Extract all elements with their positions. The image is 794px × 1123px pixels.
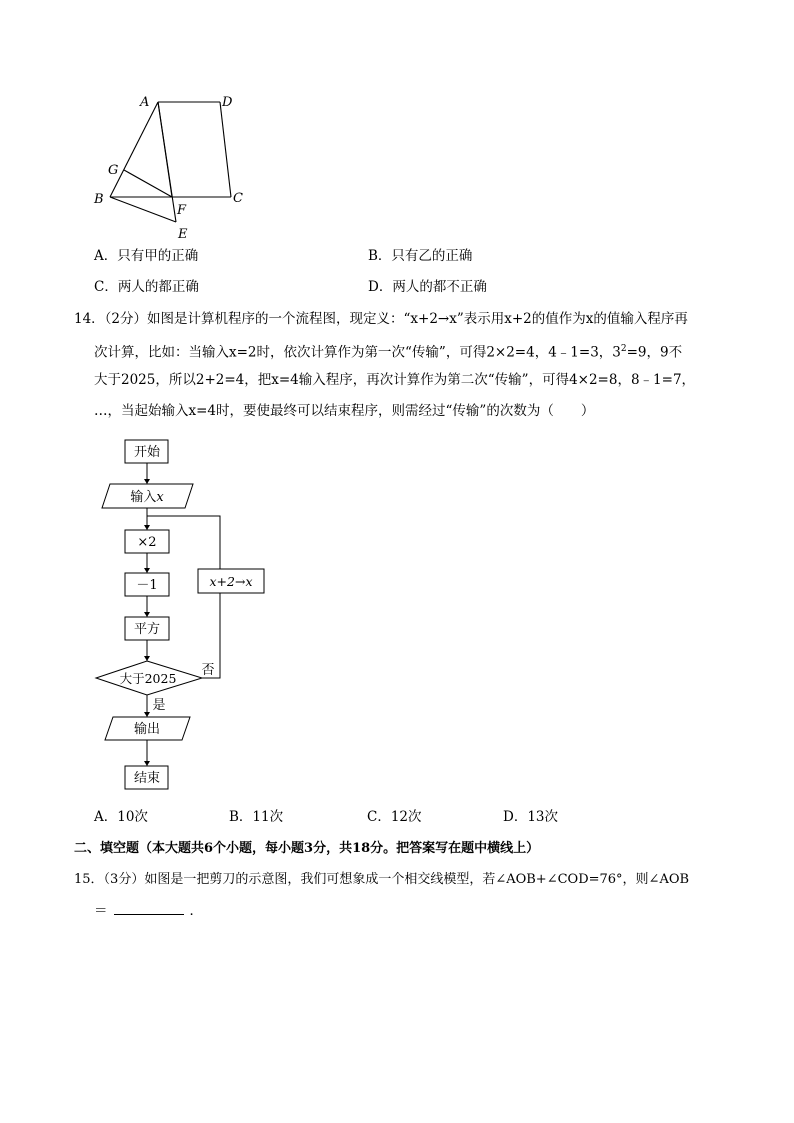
q15-answer-blank[interactable] <box>114 900 184 915</box>
q14-exponent: 2 <box>620 344 627 354</box>
label-G: G <box>108 163 119 178</box>
q14-line-4: …，当起始输入x=4时，要使最终可以结束程序，则需经过“传输”的次数为（ ） <box>94 403 595 419</box>
segment-BE <box>110 197 176 222</box>
q14-line-3: 大于2025，所以2+2=4，把x=4输入程序，再次计算作为第二次“传输”，可得4×2=8，8﹣1=7， <box>94 372 696 388</box>
q15-line-2 <box>94 900 203 921</box>
q13-option-b: B．只有乙的正确 <box>368 248 473 264</box>
q13-option-c: C．两人的都正确 <box>94 279 199 295</box>
flow-input-var: x <box>156 490 164 505</box>
q14-line-2 <box>94 339 682 363</box>
flow-start-label: 开始 <box>133 445 161 460</box>
q14-option-d: D．13次 <box>503 809 559 825</box>
label-D: D <box>222 95 233 110</box>
q13-option-d: D．两人的都不正确 <box>368 279 487 295</box>
section-2-heading: 二、填空题（本大题共6个小题，每小题3分，共18分。把答案写在题中横线上） <box>74 841 540 856</box>
flow-loop-label: x+2→x <box>209 574 253 589</box>
flow-decision-label: 大于2025 <box>119 671 177 686</box>
q14-line-2-a: 次计算，比如：当输入x=2时，依次计算作为第一次“传输”，可得2×2=4，4﹣1=3，3 <box>94 344 621 361</box>
q14-option-b: B．11次 <box>229 809 284 825</box>
q14-option-a: A．10次 <box>94 809 148 825</box>
label-E: E <box>178 227 188 242</box>
segment-GF <box>124 170 172 197</box>
q15-period: ． <box>189 903 203 919</box>
flow-minus1-label: －1 <box>136 578 158 593</box>
label-A: A <box>140 95 150 110</box>
flow-output-label: 输出 <box>133 722 161 737</box>
flow-end-label: 结束 <box>133 771 161 786</box>
flow-yes-label: 是 <box>152 698 166 713</box>
segment-AB <box>110 102 158 197</box>
label-B: B <box>94 192 104 207</box>
q14-option-c: C．12次 <box>367 809 422 825</box>
flow-times2-label: ×2 <box>137 535 157 550</box>
segment-DC <box>220 102 231 197</box>
label-C: C <box>233 191 243 206</box>
flow-input-label <box>130 489 164 505</box>
q14-line-1: 14．（2分）如图是计算机程序的一个流程图，现定义：“x+2→x”表示用x+2的值作为x的值输入程序再 <box>74 311 688 327</box>
flow-input-text: 输入 <box>130 490 157 505</box>
q15-equals: ＝ <box>94 903 108 919</box>
q14-line-2-b: =9，9不 <box>626 344 683 361</box>
q14-flowchart <box>92 436 282 796</box>
q13-option-a: A．只有甲的正确 <box>94 248 199 264</box>
q15-line-1: 15．（3分）如图是一把剪刀的示意图，我们可想象成一个相交线模型，若∠AOB+∠COD=76°，则∠AOB <box>74 872 690 887</box>
label-F: F <box>177 203 187 218</box>
segment-AE <box>158 102 176 222</box>
flow-no-label: 否 <box>201 663 215 678</box>
q13-geometry-figure <box>88 90 258 242</box>
flow-square-label: 平方 <box>133 622 161 637</box>
